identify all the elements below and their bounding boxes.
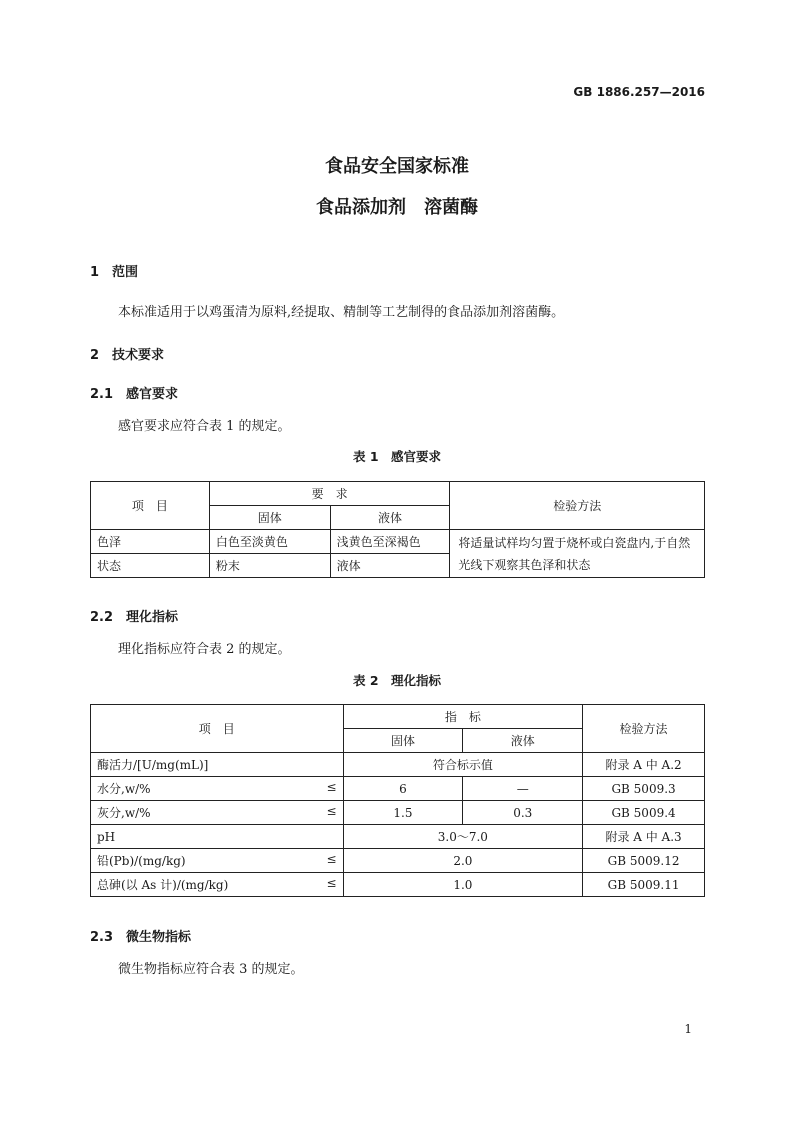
less-equal-sign: ≤ (326, 780, 337, 794)
table-1-header-requirement: 要 求 (209, 482, 450, 506)
cell-method: 附录 A 中 A.2 (583, 753, 705, 777)
table-row (91, 825, 705, 849)
cell-liquid: 0.3 (463, 801, 583, 825)
section-1-text: 本标准适用于以鸡蛋清为原料,经提取、精制等工艺制得的食品添加剂溶菌酶。 (118, 305, 565, 320)
cell-item: 状态 (91, 554, 210, 578)
table-2-header-index: 指 标 (343, 705, 583, 729)
table-2-header-solid: 固体 (343, 729, 463, 753)
section-2-3-heading: 2.3 微生物指标 (90, 930, 192, 945)
cell-item-text: 总砷(以 As 计)/(mg/kg) (97, 878, 229, 892)
table-row (91, 753, 705, 777)
cell-solid: 1.5 (343, 801, 463, 825)
cell-item (91, 849, 344, 873)
cell-value: 符合标示值 (343, 753, 583, 777)
document-title: 食品安全国家标准 (325, 156, 469, 177)
cell-item (91, 825, 344, 849)
cell-item (91, 801, 344, 825)
table-2-header-liquid: 液体 (463, 729, 583, 753)
less-equal-sign: ≤ (326, 804, 337, 818)
section-1-heading: 1 范围 (90, 265, 139, 280)
cell-method: GB 5009.12 (583, 849, 705, 873)
cell-value: 2.0 (343, 849, 583, 873)
cell-value: 1.0 (343, 873, 583, 897)
cell-solid: 粉末 (209, 554, 330, 578)
table-1-header-item: 项 目 (91, 482, 210, 530)
page-number: 1 (684, 1022, 692, 1036)
cell-item-text: 水分,w/% (97, 782, 151, 796)
less-equal-sign: ≤ (326, 876, 337, 890)
document-subtitle: 食品添加剂 溶菌酶 (316, 197, 478, 218)
cell-liquid: 液体 (330, 554, 450, 578)
cell-item-text: 铅(Pb)/(mg/kg) (97, 854, 186, 868)
table-1-header-solid: 固体 (209, 506, 330, 530)
table-2-header-item: 项 目 (91, 705, 344, 753)
cell-method: GB 5009.3 (583, 777, 705, 801)
cell-item-text: 灰分,w/% (97, 806, 151, 820)
table-1-header-liquid: 液体 (330, 506, 450, 530)
less-equal-sign: ≤ (326, 852, 337, 866)
table-1 (90, 481, 705, 578)
cell-liquid: — (463, 777, 583, 801)
cell-solid: 白色至淡黄色 (209, 530, 330, 554)
cell-method: GB 5009.4 (583, 801, 705, 825)
cell-method: 将适量试样均匀置于烧杯或白瓷盘内,于自然光线下观察其色泽和状态 (450, 530, 705, 578)
table-row (91, 530, 705, 554)
cell-item-text: 酶活力/[U/mg(mL)] (97, 758, 209, 772)
table-2-header-method: 检验方法 (583, 705, 705, 753)
section-2-3-text: 微生物指标应符合表 3 的规定。 (118, 962, 304, 977)
table-1-header-method: 检验方法 (450, 482, 705, 530)
cell-value: 3.0～7.0 (343, 825, 583, 849)
standard-number: GB 1886.257—2016 (573, 85, 705, 99)
cell-item-text: pH (97, 829, 116, 844)
table-2 (90, 704, 705, 897)
section-2-2-text: 理化指标应符合表 2 的规定。 (118, 642, 291, 657)
cell-solid: 6 (343, 777, 463, 801)
section-2-1-text: 感官要求应符合表 1 的规定。 (118, 419, 291, 434)
table-2-caption: 表 2 理化指标 (352, 673, 442, 688)
cell-item: 色泽 (91, 530, 210, 554)
table-row (91, 873, 705, 897)
section-2-2-heading: 2.2 理化指标 (90, 610, 179, 625)
table-1-caption: 表 1 感官要求 (352, 449, 442, 464)
cell-method: GB 5009.11 (583, 873, 705, 897)
cell-item (91, 777, 344, 801)
cell-method: 附录 A 中 A.3 (583, 825, 705, 849)
cell-item (91, 753, 344, 777)
table-row (91, 777, 705, 801)
section-2-heading: 2 技术要求 (90, 348, 165, 363)
cell-item (91, 873, 344, 897)
table-row (91, 801, 705, 825)
table-row (91, 849, 705, 873)
section-2-1-heading: 2.1 感官要求 (90, 387, 179, 402)
cell-liquid: 浅黄色至深褐色 (330, 530, 450, 554)
